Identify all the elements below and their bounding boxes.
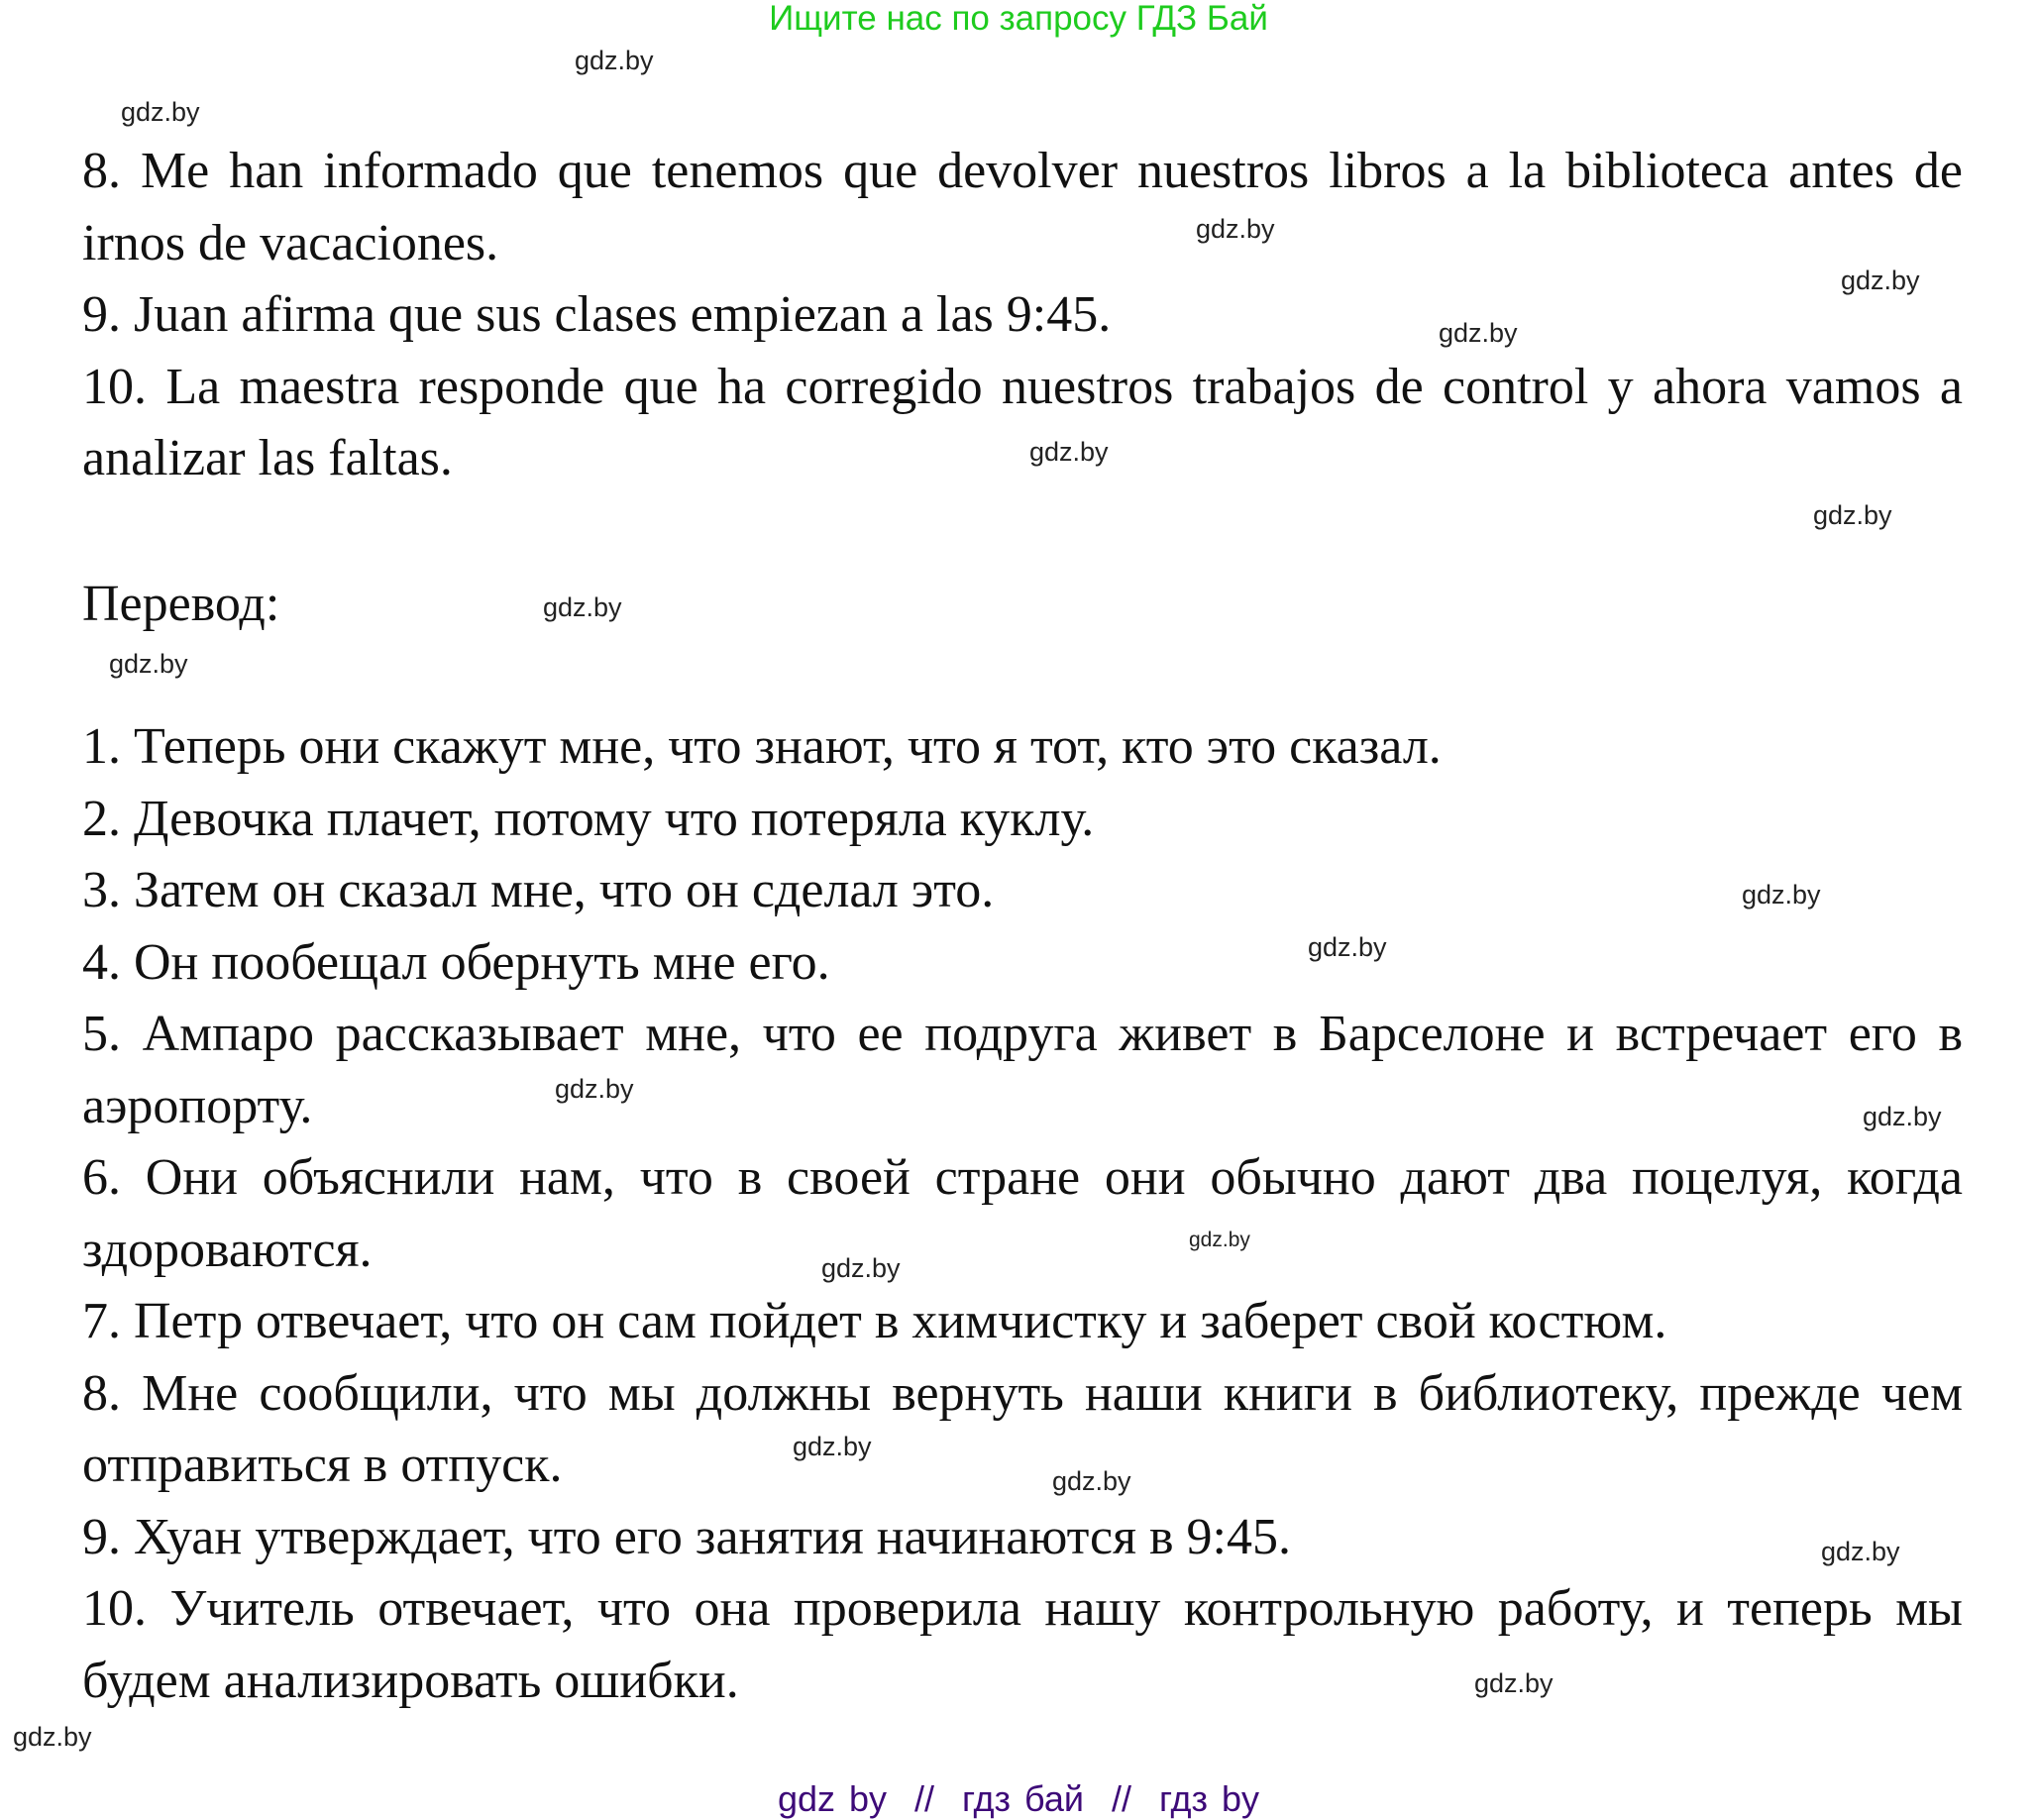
watermark: gdz.by — [821, 1253, 901, 1283]
watermark: gdz.by — [1196, 214, 1275, 244]
spanish-sentence-10: 10. La maestra responde que ha corregido nuestros trabajos de control y ahora vamos a analizar las faltas. — [82, 358, 1963, 486]
translation-1: 1. Теперь они скажут мне, что знают, что я тот, кто это сказал. — [82, 718, 1442, 775]
translation-7: 7. Петр отвечает, что он сам пойдет в химчистку и заберет свой костюм. — [82, 1293, 1667, 1349]
watermark: gdz.by — [1474, 1668, 1554, 1698]
spanish-sentence-9: 9. Juan afirma que sus clases empiezan a las 9:45. — [82, 286, 1112, 343]
footer-links: gdz by // гдз бай // гдз by — [777, 1778, 1260, 1819]
watermark: gdz.by — [1813, 500, 1892, 530]
watermark: gdz.by — [1821, 1537, 1900, 1566]
watermark: gdz.by — [1742, 880, 1821, 910]
spanish-sentence-8: 8. Me han informado que tenemos que devolver nuestros libros a la biblioteca antes de irnos de vacaciones. — [82, 143, 1963, 271]
watermark: gdz.by — [1189, 1229, 1250, 1251]
watermark: gdz.by — [555, 1074, 634, 1104]
translation-heading: Перевод: — [82, 576, 280, 632]
watermark: gdz.by — [13, 1722, 92, 1752]
spanish-sentences — [82, 136, 1963, 495]
watermark: gdz.by — [793, 1432, 872, 1461]
watermark: gdz.by — [1863, 1102, 1942, 1131]
russian-translations — [82, 711, 1963, 1717]
translation-3: 3. Затем он сказал мне, что он сделал это. — [82, 862, 995, 918]
translation-4: 4. Он пообещал обернуть мне его. — [82, 933, 830, 991]
watermark: gdz.by — [121, 97, 200, 127]
watermark: gdz.by — [1052, 1466, 1131, 1496]
translation-8: 8. Мне сообщили, что мы должны вернуть наши книги в библиотеку, прежде чем отправиться в отпуск. — [82, 1364, 1963, 1493]
search-banner: Ищите нас по запросу ГДЗ Бай — [769, 0, 1268, 38]
watermark: gdz.by — [543, 592, 622, 622]
watermark: gdz.by — [1841, 266, 1920, 295]
translation-9: 9. Хуан утверждает, что его занятия начинаются в 9:45. — [82, 1508, 1291, 1565]
watermark: gdz.by — [1029, 437, 1109, 467]
translation-10: 10. Учитель отвечает, что она проверила нашу контрольную работу, и теперь мы будем анализировать ошибки. — [82, 1580, 1963, 1709]
translation-2: 2. Девочка плачет, потому что потеряла куклу. — [82, 790, 1095, 847]
translation-5: 5. Ампаро рассказывает мне, что ее подруга живет в Барселоне и встречает его в аэропорту. — [82, 1006, 1963, 1134]
watermark: gdz.by — [109, 649, 188, 679]
watermark: gdz.by — [575, 46, 654, 75]
watermark: gdz.by — [1308, 932, 1387, 962]
translation-6: 6. Они объяснили нам, что в своей стране они обычно дают два поцелуя, когда здороваются. — [82, 1149, 1963, 1278]
watermark: gdz.by — [1439, 318, 1518, 348]
